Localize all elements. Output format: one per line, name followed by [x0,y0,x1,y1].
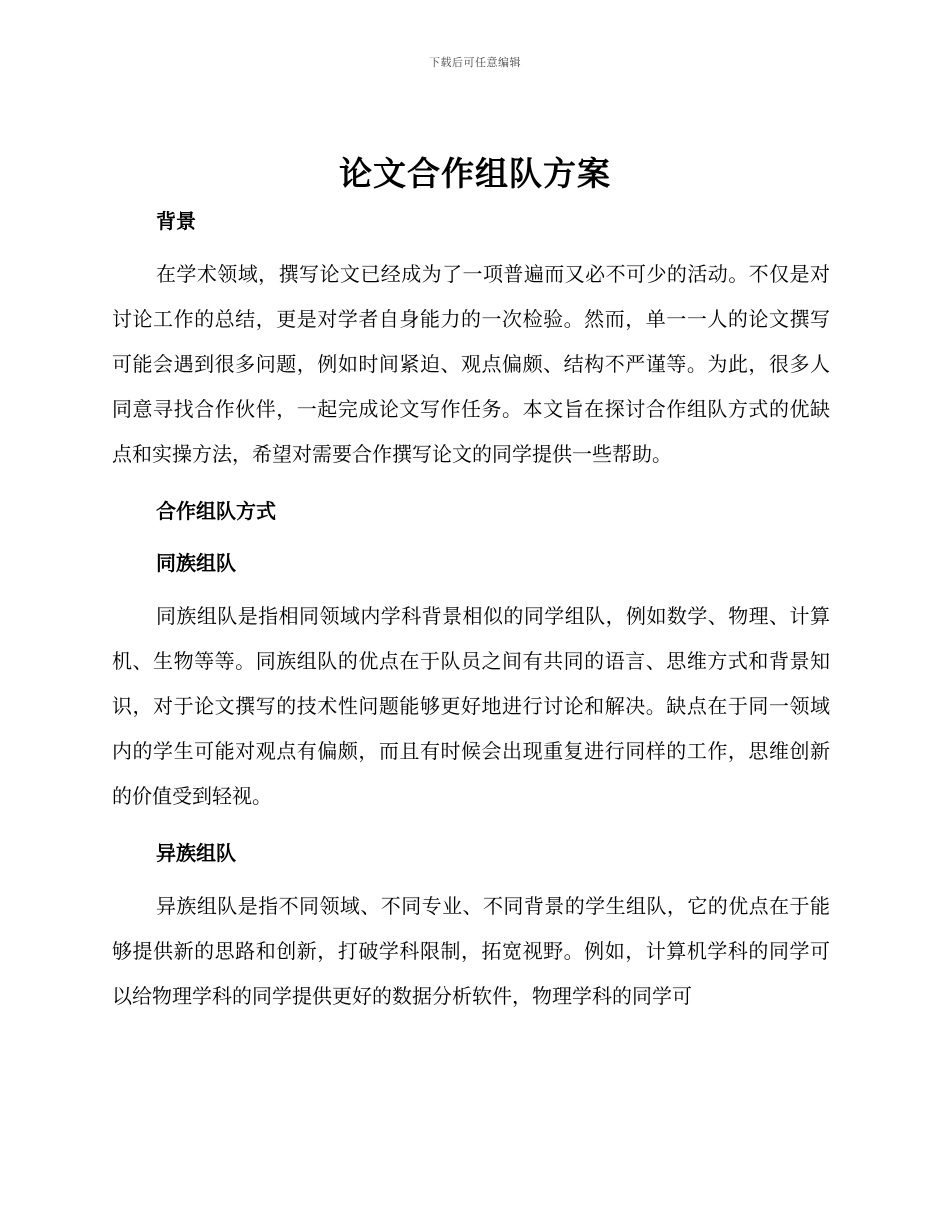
section-heading-same-field: 同族组队 [156,551,236,575]
paragraph-background: 在学术领域，撰写论文已经成为了一项普遍而又必不可少的活动。不仅是对讨论工作的总结，更是对学者自身能力的一次检验。然而，单一一人的论文撰写可能会遇到很多问题，例如时间紧迫、观点偏颇、结构不严谨等。为此，很多人同意寻找合作伙伴，一起完成论文写作任务。本文旨在探讨合作组队方式的优缺点和实操方法，希望对需要合作撰写论文的同学提供一些帮助。 [112,262,830,466]
paragraph-cross-field: 异族组队是指不同领域、不同专业、不同背景的学生组队，它的优点在于能够提供新的思路和创新，打破学科限制，拓宽视野。例如，计算机学科的同学可以给物理学科的同学提供更好的数据分析软件，物理学科的同学可 [112,894,830,1008]
running-header: 下载后可任意编辑 [429,56,521,69]
section-heading-team-methods: 合作组队方式 [156,499,276,523]
section-heading-cross-field: 异族组队 [156,841,236,865]
paragraph-same-field: 同族组队是指相同领域内学科背景相似的同学组队，例如数学、物理、计算机、生物等等。同族组队的优点在于队员之间有共同的语言、思维方式和背景知识，对于论文撰写的技术性问题能够更好地进行讨论和解决。缺点在于同一领域内的学生可能对观点有偏颇，而且有时候会出现重复进行同样的工作，思维创新的价值受到轻视。 [112,604,830,808]
document-title: 论文合作组队方案 [339,154,611,193]
section-heading-background: 背景 [156,209,196,233]
document-body [112,203,830,1019]
